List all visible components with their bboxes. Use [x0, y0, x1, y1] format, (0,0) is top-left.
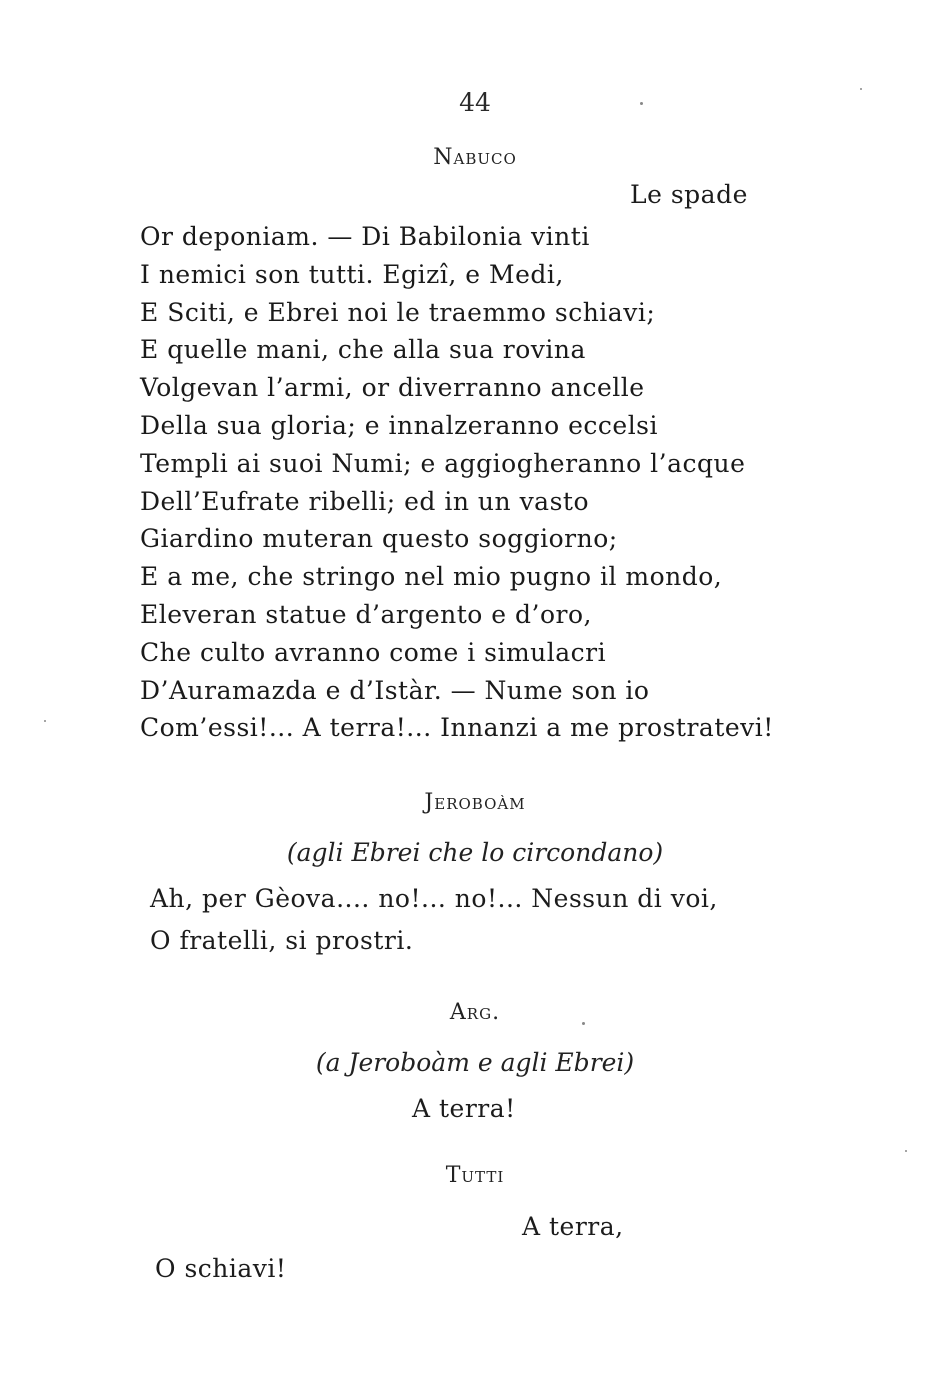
- verse-line: Com’essi!... A terra!... Innanzi a me prostratevi!: [140, 713, 774, 743]
- verse-line: E a me, che stringo nel mio pugno il mondo,: [140, 562, 723, 592]
- verse-line: Eleveran statue d’argento e d’oro,: [140, 599, 592, 629]
- scan-speck: [860, 88, 862, 90]
- page-number: 44: [459, 88, 491, 117]
- verse-line: O fratelli, si prostri.: [150, 926, 414, 955]
- verse-line: E Sciti, e Ebrei noi le traemmo schiavi;: [140, 297, 656, 327]
- verse-line: Volgevan l’armi, or diverranno ancelle: [140, 373, 645, 403]
- scan-speck: [640, 102, 643, 105]
- verse-line: Giardino muteran questo soggiorno;: [140, 524, 618, 554]
- verse-line: E quelle mani, che alla sua rovina: [140, 335, 586, 365]
- stage-direction-jeroboam: (agli Ebrei che lo circondano): [286, 838, 664, 867]
- speaker-arg: Arg.: [449, 1000, 501, 1025]
- verse-line: Dell’Eufrate ribelli; ed in un vasto: [140, 486, 590, 516]
- scan-speck: [905, 1150, 907, 1152]
- verse-line: Ah, per Gèova.... no!... no!... Nessun di voi,: [150, 884, 718, 913]
- stage-direction-arg: (a Jeroboàm e agli Ebrei): [315, 1048, 635, 1077]
- nabuco-verses: [140, 218, 840, 747]
- speaker-tutti: Tutti: [445, 1163, 505, 1188]
- nabuco-lead-fragment: Le spade: [630, 180, 748, 209]
- running-header: Nabuco: [433, 145, 517, 170]
- speaker-jeroboam: Jeroboàm: [424, 790, 526, 815]
- verse-line: A terra,: [522, 1212, 624, 1241]
- verse-line: O schiavi!: [155, 1254, 287, 1283]
- scan-speck: [582, 1022, 585, 1025]
- verse-line: Templi ai suoi Numi; e aggiogheranno l’acque: [140, 448, 746, 478]
- verse-line: A terra!: [412, 1094, 516, 1123]
- verse-line: I nemici son tutti. Egizî, e Medi,: [140, 259, 564, 289]
- verse-line: Or deponiam. — Di Babilonia vinti: [140, 222, 590, 251]
- verse-line: D’Auramazda e d’Istàr. — Nume son io: [140, 675, 650, 705]
- verse-line: Che culto avranno come i simulacri: [140, 637, 607, 667]
- scan-speck: [44, 720, 46, 722]
- verse-line: Della sua gloria; e innalzeranno eccelsi: [140, 410, 659, 440]
